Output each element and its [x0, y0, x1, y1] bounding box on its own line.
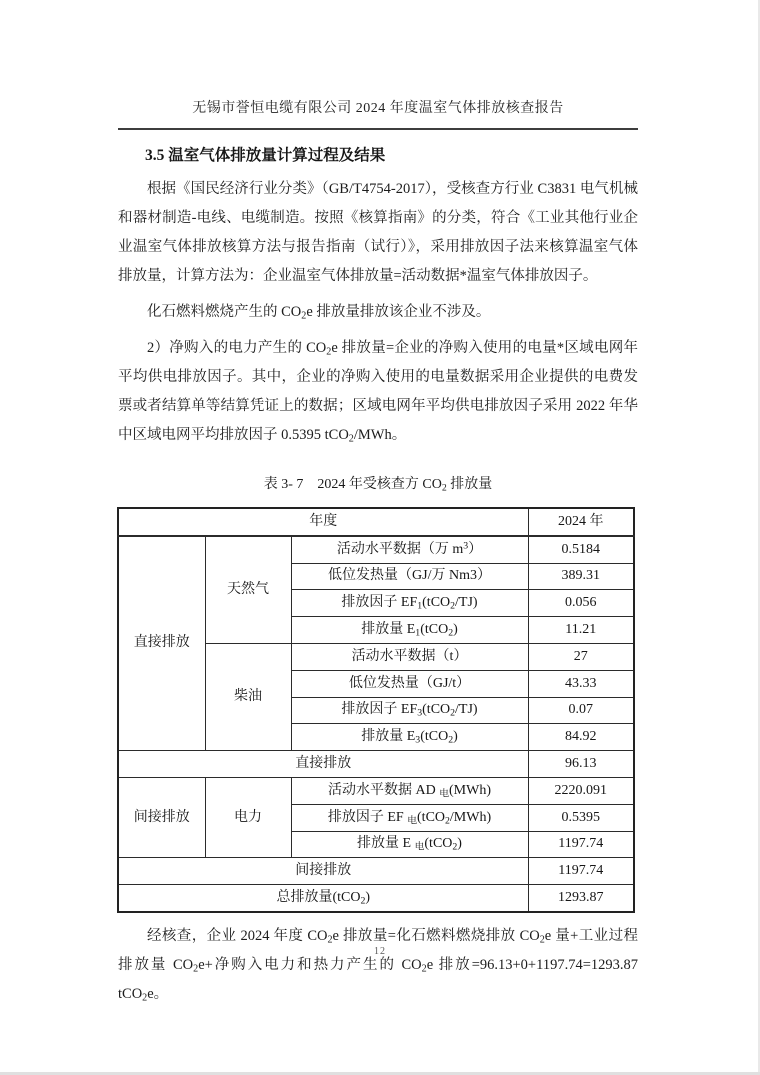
value-cell: 0.5395: [528, 804, 634, 831]
value-cell: 0.056: [528, 590, 634, 617]
year-header-cell: 年度: [118, 508, 528, 536]
grand-total-value-cell: 1293.87: [528, 885, 634, 912]
emissions-table: [117, 507, 635, 913]
param-cell: 活动水平数据（万 $m^3$）: [291, 536, 528, 563]
value-cell: 84.92: [528, 724, 634, 751]
table-row: [118, 858, 634, 885]
param-cell: 活动水平数据（t）: [291, 643, 528, 670]
page-number: 12: [374, 946, 386, 957]
indirect-total-label-cell: 间接排放: [118, 858, 528, 885]
body-paragraph-2: 化石燃料燃烧产生的 $CO_2e$ 排放量排放该企业不涉及。: [147, 304, 491, 322]
table-caption: 表 3- 7 2024 年受核查方 $CO_2$ 排放量: [263, 477, 493, 494]
table-row: [118, 508, 634, 536]
grand-total-label-cell: 总排放量(tCO$_2$): [118, 885, 528, 912]
body-paragraph-1: 根据《国民经济行业分类》（GB/T4754-2017），受核查方行业 C3831 电气机械和器材制造-电线、电缆制造。按照《核算指南》的分类，符合《工业其他行业企业温室气体排放核算方法与报告指南（试行）》，采用排放因子法来核算温室气体排放量，计算方法为：企业温室气体排放量=活动数据*温室气体排放因子。: [118, 181, 638, 284]
param-cell: 排放因子 $EF_1(tCO_2/TJ)$: [291, 590, 528, 617]
table-row: [118, 751, 634, 778]
value-cell: 11.21: [528, 617, 634, 644]
value-cell: 43.33: [528, 670, 634, 697]
direct-total-value-cell: 96.13: [528, 751, 634, 778]
table-row: [118, 885, 634, 912]
value-cell: 1197.74: [528, 831, 634, 858]
header-divider: [118, 128, 638, 130]
value-cell: 0.5184: [528, 536, 634, 563]
fuel-name-cell: 天然气: [205, 536, 291, 644]
value-cell: 27: [528, 643, 634, 670]
page-content: [118, 0, 638, 1009]
direct-group-cell: 直接排放: [118, 536, 205, 751]
value-cell: 389.31: [528, 563, 634, 590]
param-cell: 排放因子 EF $_电$(tCO$_2$/MWh): [291, 804, 528, 831]
table-row: [118, 536, 634, 563]
indirect-total-value-cell: 1197.74: [528, 858, 634, 885]
year-value-cell: 2024 年: [528, 508, 634, 536]
direct-total-label-cell: 直接排放: [118, 751, 528, 778]
param-cell: 排放因子 $EF_3(tCO_2/TJ)$: [291, 697, 528, 724]
section-heading: 3.5 温室气体排放量计算过程及结果: [145, 147, 386, 164]
param-cell: 低位发热量（GJ/t）: [291, 670, 528, 697]
table-row: [118, 777, 634, 804]
running-header: 无锡市誉恒电缆有限公司 2024 年度温室气体排放核查报告: [192, 101, 564, 116]
value-cell: 0.07: [528, 697, 634, 724]
value-cell: 2220.091: [528, 777, 634, 804]
param-cell: 排放量 $E_3(tCO_2)$: [291, 724, 528, 751]
indirect-group-cell: 间接排放: [118, 777, 205, 857]
source-name-cell: 电力: [205, 777, 291, 857]
param-cell: 排放量 $E_1(tCO_2)$: [291, 617, 528, 644]
fuel-name-cell: 柴油: [205, 643, 291, 750]
body-paragraph-3: 2）净购入的电力产生的 $CO_2e$ 排放量=企业的净购入使用的电量*区域电网年平均供电排放因子。其中，企业的净购入使用的电量数据采用企业提供的电费发票或者结算单等结算凭证上的数据；区域电网年平均供电排放因子采用 2022 年华中区域电网平均排放因子 0.5395 tCO$_2$/MWh。: [118, 340, 638, 445]
closing-paragraph: 经核查，企业 2024 年度 $CO_2e$ 排放量=化石燃料燃烧排放 $CO_2e$ 量+工业过程排放量 $CO_2e+$净购入电力和热力产生的 $CO_2e$ 排放=96.13+0+1197.74=1293.87 tCO$_2$e。: [118, 927, 638, 1004]
param-cell: 低位发热量（GJ/万 Nm3）: [291, 563, 528, 590]
param-cell: 活动水平数据 AD $_电$(MWh): [291, 777, 528, 804]
param-cell: 排放量 E $_电$(tCO$_2$): [291, 831, 528, 858]
